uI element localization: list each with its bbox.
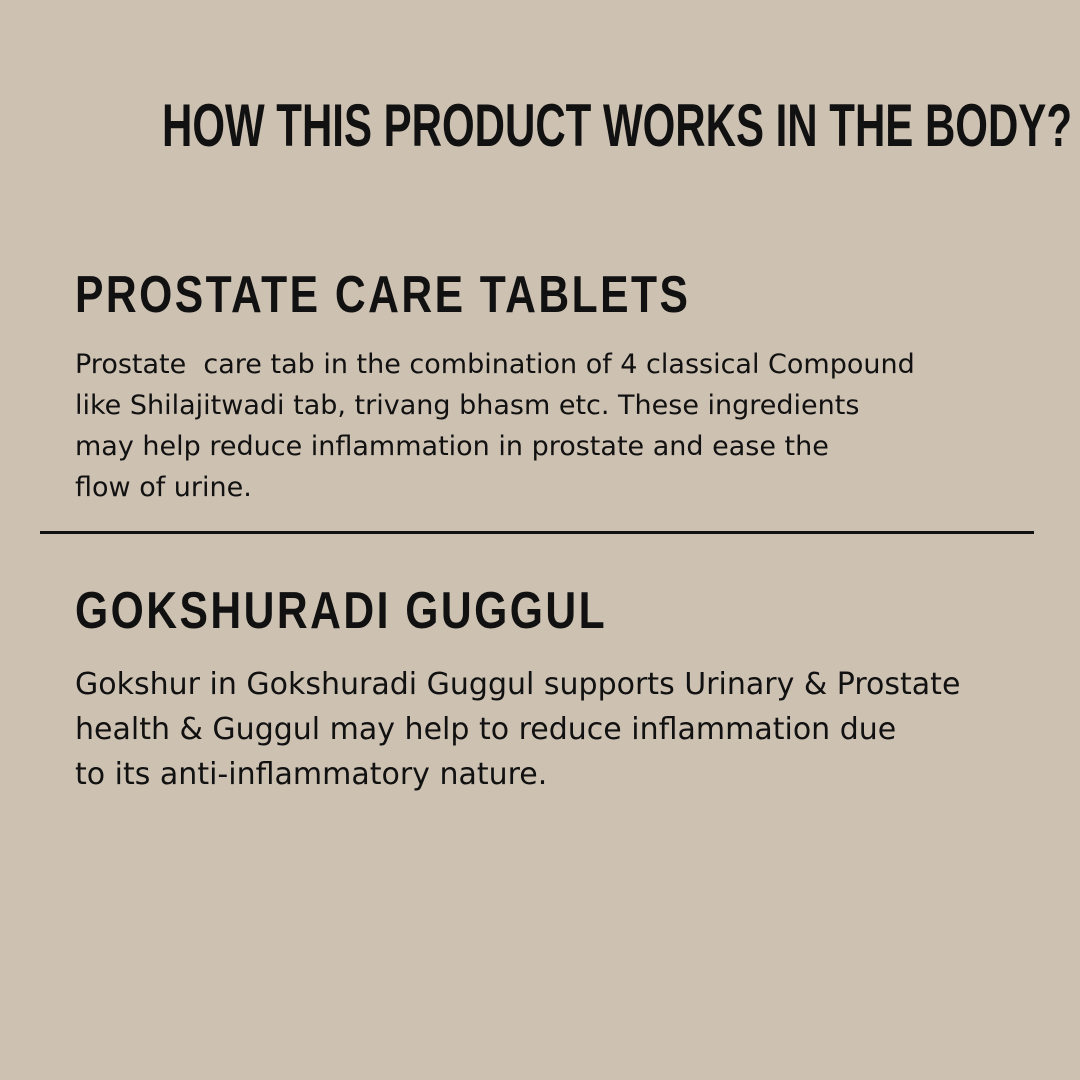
section-body-prostate-care-tablets: [75, 344, 915, 508]
body-line: to its anti-inflammatory nature.: [75, 757, 548, 792]
body-line: like Shilajitwadi tab, trivang bhasm etc. These ingredients: [75, 390, 860, 421]
body-line: Prostate care tab in the combination of 4 classical Compound: [75, 349, 915, 380]
body-line: health & Guggul may help to reduce inflammation due: [75, 712, 897, 747]
body-line: flow of urine.: [75, 472, 252, 503]
body-line: may help reduce inflammation in prostate and ease the: [75, 431, 829, 462]
section-divider: [40, 531, 1034, 534]
section-heading-gokshuradi-guggul: GOKSHURADI GUGGUL: [75, 582, 608, 640]
page-title: HOW THIS PRODUCT WORKS IN THE BODY?: [162, 92, 1072, 159]
section-body-gokshuradi-guggul: [75, 662, 960, 797]
body-line: Gokshur in Gokshuradi Guggul supports Urinary & Prostate: [75, 667, 961, 702]
section-heading-prostate-care-tablets: PROSTATE CARE TABLETS: [75, 266, 691, 324]
